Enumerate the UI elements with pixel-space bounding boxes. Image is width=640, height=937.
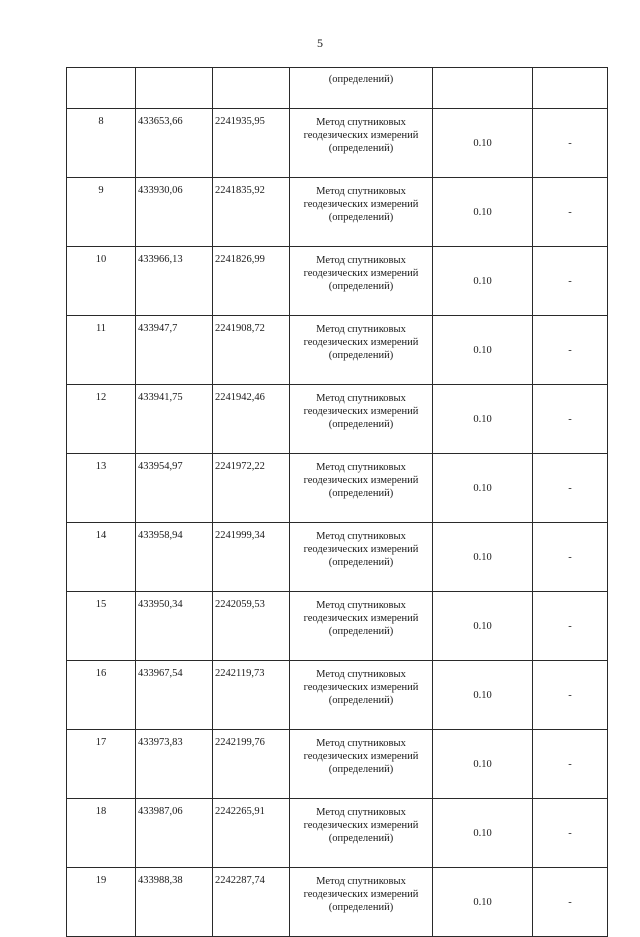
method-line: геодезических измерений [303,406,419,417]
method-line: Метод спутниковых [316,669,406,680]
coordinate-y: 2242265,91 [213,799,290,868]
point-number: 12 [67,385,136,454]
method-line: Метод спутниковых [316,462,406,473]
method-line: Метод спутниковых [316,186,406,197]
page-number: 5 [317,36,323,50]
method-line: геодезических измерений [303,751,419,762]
method-cell [290,247,433,316]
method-line: геодезических измерений [303,475,419,486]
coordinate-y: 2242119,73 [213,661,290,730]
point-number: 14 [67,523,136,592]
coordinate-y: 2241942,46 [213,385,290,454]
method-cell [290,592,433,661]
point-description: - [533,661,608,730]
accuracy-value: 0.10 [433,661,533,730]
method-line: Метод спутниковых [316,393,406,404]
point-number: 9 [67,178,136,247]
method-line: геодезических измерений [303,268,419,279]
method-line: (определений) [328,488,394,499]
method-line: геодезических измерений [303,544,419,555]
point-number: 18 [67,799,136,868]
point-description: - [533,592,608,661]
coordinate-x: 433987,06 [136,799,213,868]
point-number: 19 [67,868,136,937]
table-row [67,385,608,454]
method-line: Метод спутниковых [316,600,406,611]
coordinate-x: 433930,06 [136,178,213,247]
method-line: (определений) [328,281,394,292]
method-line: геодезических измерений [303,199,419,210]
cell-num [67,68,136,109]
coordinate-x: 433954,97 [136,454,213,523]
coordinate-y: 2242059,53 [213,592,290,661]
accuracy-value: 0.10 [433,592,533,661]
method-cell [290,109,433,178]
point-number: 15 [67,592,136,661]
cell-description [533,68,608,109]
method-cell [290,178,433,247]
coordinate-y: 2241835,92 [213,178,290,247]
point-number: 8 [67,109,136,178]
coordinate-x: 433950,34 [136,592,213,661]
cell-accuracy [433,68,533,109]
accuracy-value: 0.10 [433,247,533,316]
point-number: 10 [67,247,136,316]
point-description: - [533,385,608,454]
point-number: 13 [67,454,136,523]
accuracy-value: 0.10 [433,799,533,868]
accuracy-value: 0.10 [433,523,533,592]
table-row [67,868,608,937]
point-description: - [533,799,608,868]
method-line: Метод спутниковых [316,738,406,749]
method-line: (определений) [328,626,394,637]
method-line: (определений) [328,902,394,913]
table-row [67,247,608,316]
accuracy-value: 0.10 [433,109,533,178]
coordinate-x: 433941,75 [136,385,213,454]
method-line: (определений) [328,764,394,775]
coordinate-x: 433988,38 [136,868,213,937]
method-cell [290,661,433,730]
coordinate-y: 2242287,74 [213,868,290,937]
coordinates-table [66,67,608,937]
method-line: геодезических измерений [303,337,419,348]
method-line: Метод спутниковых [316,531,406,542]
method-cell [290,523,433,592]
cell-y [213,68,290,109]
coordinate-x: 433973,83 [136,730,213,799]
coordinate-y: 2242199,76 [213,730,290,799]
method-line: (определений) [328,557,394,568]
method-line: Метод спутниковых [316,807,406,818]
point-description: - [533,178,608,247]
method-cell [290,454,433,523]
coordinate-x: 433966,13 [136,247,213,316]
accuracy-value: 0.10 [433,868,533,937]
coordinate-x: 433947,7 [136,316,213,385]
coordinate-y: 2241908,72 [213,316,290,385]
table-row [67,454,608,523]
coordinate-x: 433653,66 [136,109,213,178]
method-line: Метод спутниковых [316,324,406,335]
point-description: - [533,316,608,385]
method-line: Метод спутниковых [316,255,406,266]
table-row [67,661,608,730]
method-line: геодезических измерений [303,130,419,141]
point-description: - [533,868,608,937]
table-row [67,316,608,385]
method-cell [290,868,433,937]
method-cell [290,799,433,868]
continued-row [67,68,608,109]
method-line: (определений) [328,212,394,223]
method-line: Метод спутниковых [316,876,406,887]
method-line: геодезических измерений [303,889,419,900]
method-cell [290,316,433,385]
coordinate-x: 433967,54 [136,661,213,730]
method-line: (определений) [328,143,394,154]
point-description: - [533,523,608,592]
accuracy-value: 0.10 [433,454,533,523]
method-line: (определений) [328,419,394,430]
method-line: (определений) [328,833,394,844]
method-line: (определений) [328,350,394,361]
coordinate-x: 433958,94 [136,523,213,592]
coordinate-y: 2241826,99 [213,247,290,316]
method-line: Метод спутниковых [316,117,406,128]
table-row [67,799,608,868]
method-cell [290,385,433,454]
method-line: геодезических измерений [303,820,419,831]
point-description: - [533,730,608,799]
coordinate-y: 2241935,95 [213,109,290,178]
table-row [67,178,608,247]
coordinate-y: 2241972,22 [213,454,290,523]
cell-method: (определений) [290,68,433,109]
point-number: 16 [67,661,136,730]
table-row [67,523,608,592]
point-description: - [533,109,608,178]
coordinate-y: 2241999,34 [213,523,290,592]
point-description: - [533,247,608,316]
accuracy-value: 0.10 [433,385,533,454]
method-line: геодезических измерений [303,682,419,693]
point-number: 17 [67,730,136,799]
cell-x [136,68,213,109]
table-row [67,109,608,178]
accuracy-value: 0.10 [433,730,533,799]
method-line: (определений) [328,695,394,706]
accuracy-value: 0.10 [433,316,533,385]
method-cell [290,730,433,799]
table-row [67,730,608,799]
table-row [67,592,608,661]
point-number: 11 [67,316,136,385]
accuracy-value: 0.10 [433,178,533,247]
point-description: - [533,454,608,523]
method-line: геодезических измерений [303,613,419,624]
